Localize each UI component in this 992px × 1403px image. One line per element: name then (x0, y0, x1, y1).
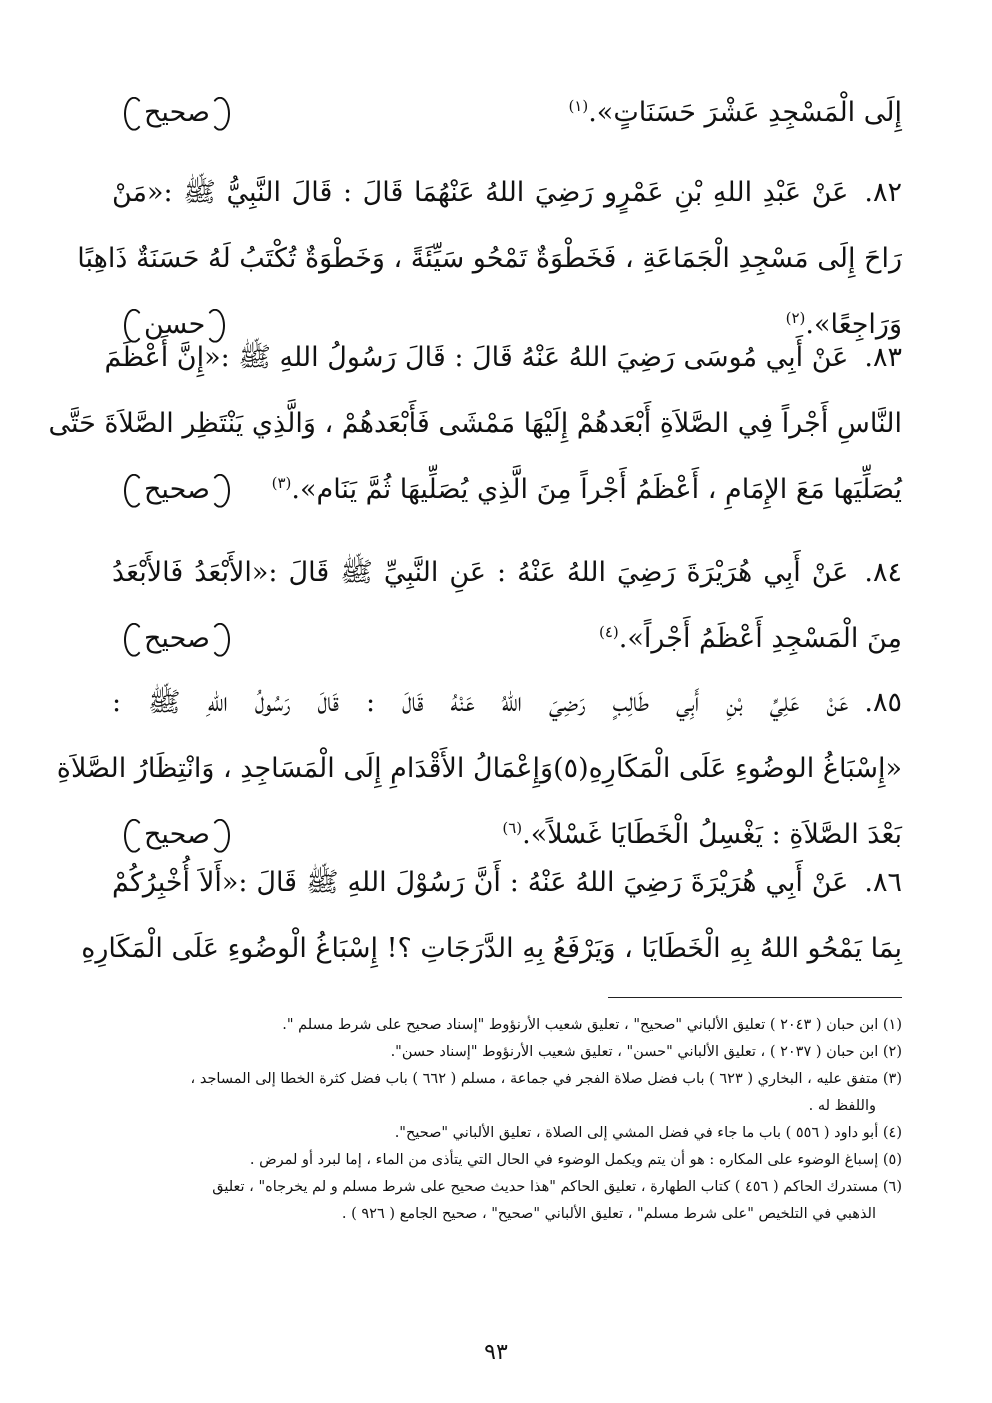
footnote-marker: (٤) (599, 623, 619, 641)
footnote-marker: (٢) (785, 309, 806, 327)
hadith-line: بَعْدَ الصَّلاَةِ : يَغْسِلُ الْخَطَايَا غَسْلاً».$^{(٦)}$ صحيح (112, 802, 902, 868)
hadith-86 (81, 850, 902, 982)
footnote-6: (٦) مستدرك الحاكم ( ٤٥٦ ) كتاب الطهارة ، تعليق الحاكم "هذا حديث صحيح على شرط مسلم و لم يخرجاه" ، تعليق الذهبي في التلخيص "على شرط مسلم" ، تعليق الألباني "صحيح" ، صحيح الجامع ( ٩٢٦ ) . (212, 1179, 902, 1222)
hadith-line: ٨٣.عَنْ أَبِي مُوسَى رَضِيَ اللهُ عَنْهُ قَالَ : قَالَ رَسُولُ اللهِ ﷺ :«إِنَّ أَعْظَمَ (104, 342, 902, 373)
hadith-number: ٨٦. (864, 867, 902, 898)
footnote-marker: (٦) (502, 819, 523, 837)
hadith-line: ٨٦.عَنْ أَبِي هُرَيْرَةَ رَضِيَ اللهُ عَنْهُ : أَنَّ رَسُوْلَ اللهِ ﷺ قَالَ :«أَلاَ أُخْبِرُكُمْ (112, 867, 902, 898)
footnote-3: (٣) متفق عليه ، البخاري ( ٦٢٣ ) باب فضل صلاة الفجر في جماعة ، مسلم ( ٦٦٢ ) باب فضل كثرة الخطا إلى المساجد ، واللفظ له . (190, 1071, 902, 1114)
hadith-line: وَرَاجِعًا».$^{(٢)}$ حسن (112, 292, 902, 358)
hadith-line: يُصَلِّيَها مَعَ الإِمَامِ ، أَعْظَمُ أَجْراً مِنَ الَّذِي يُصَلِّيهَا ثُمَّ يَنَام».$^{(٣)}$ صحيح (112, 457, 902, 523)
hadith-number: ٨٢. (864, 177, 902, 208)
footnote-4: (٤) أبو داود ( ٥٥٦ ) باب ما جاء في فضل المشي إلى الصلاة ، تعليق الألباني "صحيح". (394, 1125, 902, 1141)
footnote-5: (٥) إسباغ الوضوء على المكاره : هو أن يتم ويكمل الوضوء في الحال التي يتأذى من الماء ، إما لبرد أو لمرض . (249, 1152, 902, 1168)
footnotes (112, 1012, 902, 1228)
hadith-line: ٨٢.عَنْ عَبْدِ اللهِ بْنِ عَمْرٍو رَضِيَ اللهُ عَنْهُمَا قَالَ : قَالَ النَّبِيُّ ﷺ :«مَنْ (112, 177, 902, 208)
hadith-line: ٨٤.عَنْ أَبِي هُرَيْرَةَ رَضِيَ اللهُ عَنْهُ : عَنِ النَّبِيِّ ﷺ قَالَ :«الأَبْعَدُ فَالأَبْعَدُ (112, 557, 902, 588)
grade-label: صحيح (112, 473, 242, 508)
hadith-line: ٨٥.عَنْ عَلِيِّ بْنِ أَبِي طَالِبٍ رَضِيَ اللهُ عَنْهُ قَالَ : قَالَ رَسُولُ اللهِ ﷺ : (112, 687, 902, 718)
grade-label: صحيح (112, 818, 242, 853)
hadith-line: إِلَى الْمَسْجِدِ عَشْرَ حَسَنَاتٍ».$^{(١)}$ صحيح (112, 80, 902, 146)
grade-label: صحيح (112, 96, 242, 131)
hadith-number: ٨٣. (864, 342, 902, 373)
hadith-line: النَّاسِ أَجْراً فِي الصَّلاَةِ أَبْعَدهُمْ إِلَيْهَا مَمْشَى فَأَبْعَدهُمْ ، وَالَّذِي يَنْتَظِر الصَّلاَةَ حَتَّى (48, 408, 902, 439)
grade-label: صحيح (112, 622, 242, 657)
footnote-1: (١) ابن حبان ( ٢٠٤٣ ) تعليق الألباني "صحيح" ، تعليق شعيب الأرنؤوط "إسناد صحيح على شرط مسلم ". (282, 1017, 902, 1033)
grade-label: حسن (112, 308, 237, 343)
hadith-line: رَاحَ إِلَى مَسْجِدِ الْجَمَاعَةِ ، فَخَطْوَةٌ تَمْحُو سَيِّئَةً ، وَخَطْوَةٌ تُكْتَبُ لَهُ حَسَنَةٌ ذَاهِبًا (77, 243, 902, 274)
footnote-marker: (٣) (271, 474, 292, 492)
hadith-number: ٨٥. (864, 687, 902, 718)
hadith-line: مِنَ الْمَسْجِدِ أَعْظَمُ أَجْراً».$^{(٤)}$ صحيح (112, 606, 902, 672)
footnote-divider (608, 997, 902, 998)
hadith-line: «إِسْبَاغُ الوضُوءِ عَلَى الْمَكَارِهِ(٥)وَإِعْمَالُ الأَقْدَامِ إِلَى الْمَسَاجِدِ ، وَانْتِظَارُ الصَّلاَةِ (56, 753, 902, 784)
hadith-85 (56, 670, 902, 868)
footnote-marker: (١) (568, 97, 589, 115)
hadith-number: ٨٤. (864, 557, 902, 588)
page-number: ٩٣ (484, 1340, 508, 1365)
hadith-line: بِمَا يَمْحُو اللهُ بِهِ الْخَطَايَا ، وَيَرْفَعُ بِهِ الدَّرَجَاتِ ؟! إِسْبَاغُ الْوضُوءِ عَلَى الْمَكَارِهِ (81, 933, 902, 964)
hadith-81-continuation (112, 80, 902, 146)
hadith-84 (112, 540, 902, 672)
hadith-83 (48, 325, 902, 523)
footnote-2: (٢) ابن حبان ( ٢٠٣٧ ) ، تعليق الألباني "حسن" ، تعليق شعيب الأرنؤوط "إسناد حسن". (390, 1044, 902, 1060)
